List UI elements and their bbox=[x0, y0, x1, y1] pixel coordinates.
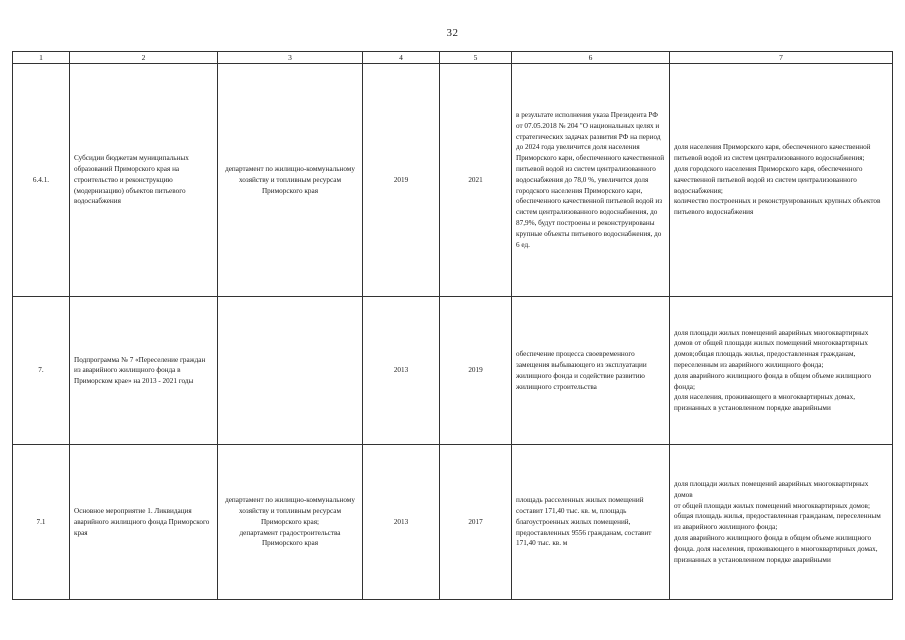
responsible-executor: департамент по жилищно-коммунальному хозяйству и топливным ресурсам Приморского края bbox=[218, 64, 363, 297]
expected-result: в результате исполнения указа Президента РФ от 07.05.2018 № 204 "О национальных целях и стратегических задачах развития РФ на период до 2024 года увеличится доля населения Приморского кари, обеспеченного качественной питьевой водой из систем централизованного водоснабжения до 78,0 %, увеличится доля городского населения Приморского кари, обеспеченного качественной питьевой водой из систем централизованного водоснабжения, до 87,9%, будут построены и реконструированы крупные объекты питьевого водоснабжения, до 6 ед. bbox=[512, 64, 670, 297]
responsible-executor bbox=[218, 297, 363, 445]
column-header: 5 bbox=[440, 52, 512, 64]
page-number: 32 bbox=[446, 27, 459, 39]
target-indicators: доля площади жилых помещений аварийных многоквартирных домов от общей площади жилых помещений многоквартирных домов; общая площадь жилья, предоставленная гражданам, переселенным из аварийного жилищного фонда; доля аварийного жилищного фонда в общем объеме жилищного фонда. доля населения, проживающего в многоквартирных домах, признанных в установленном порядке аварийными bbox=[670, 445, 893, 600]
table-row bbox=[13, 297, 893, 445]
activity-name: Подпрограмма № 7 «Переселение граждан из аварийного жилищного фонда в Приморском крае» на 2013 - 2021 годы bbox=[70, 297, 218, 445]
column-header: 1 bbox=[13, 52, 70, 64]
table-row bbox=[13, 445, 893, 600]
target-indicators: доля площади жилых помещений аварийных многоквартирных домов от общей площади жилых помещений многоквартирных домов;общая площадь жилья, предоставленная гражданам, переселенным из аварийного жилищного фонда; доля аварийного жилищного фонда в общем объеме жилищного фонда; доля населения, проживающего в многоквартирных домах, признанных в установленном порядке аварийными bbox=[670, 297, 893, 445]
table-row bbox=[13, 64, 893, 297]
activity-name: Субсидии бюджетам муниципальных образований Приморского края на строительство и реконструкцию (модернизацию) объектов питьевого водоснабжения bbox=[70, 64, 218, 297]
column-header: 4 bbox=[363, 52, 440, 64]
start-year: 2019 bbox=[363, 64, 440, 297]
expected-result: обеспечение процесса своевременного замещения выбывающего из эксплуатации жилищного фонда и содействие развитию жилищного строительства bbox=[512, 297, 670, 445]
row-number: 6.4.1. bbox=[13, 64, 70, 297]
header-row bbox=[13, 52, 893, 64]
column-header: 7 bbox=[670, 52, 893, 64]
row-number: 7.1 bbox=[13, 445, 70, 600]
end-year: 2021 bbox=[440, 64, 512, 297]
program-table bbox=[12, 51, 893, 600]
row-number: 7. bbox=[13, 297, 70, 445]
expected-result: площадь расселенных жилых помещений составит 171,40 тыс. кв. м, площадь благоустроенных жилых помещений, предоставленных 9556 гражданам, составит 171,40 тыс. кв. м bbox=[512, 445, 670, 600]
start-year: 2013 bbox=[363, 297, 440, 445]
column-header: 3 bbox=[218, 52, 363, 64]
column-header: 2 bbox=[70, 52, 218, 64]
start-year: 2013 bbox=[363, 445, 440, 600]
responsible-executor: департамент по жилищно-коммунальному хозяйству и топливным ресурсам Приморского края; департамент градостроительства Приморского края bbox=[218, 445, 363, 600]
end-year: 2019 bbox=[440, 297, 512, 445]
target-indicators: доля населения Приморского каря, обеспеченного качественной питьевой водой из систем централизованного водоснабжения; доля городского населения Приморского каря, обеспеченного качественной питьевой водой из систем централизованного водоснабжения; количество построенных и реконструированных крупных объектов питьевого водоснабжения bbox=[670, 64, 893, 297]
end-year: 2017 bbox=[440, 445, 512, 600]
column-header: 6 bbox=[512, 52, 670, 64]
activity-name: Основное мероприятие 1. Ликвидация аварийного жилищного фонда Приморского края bbox=[70, 445, 218, 600]
